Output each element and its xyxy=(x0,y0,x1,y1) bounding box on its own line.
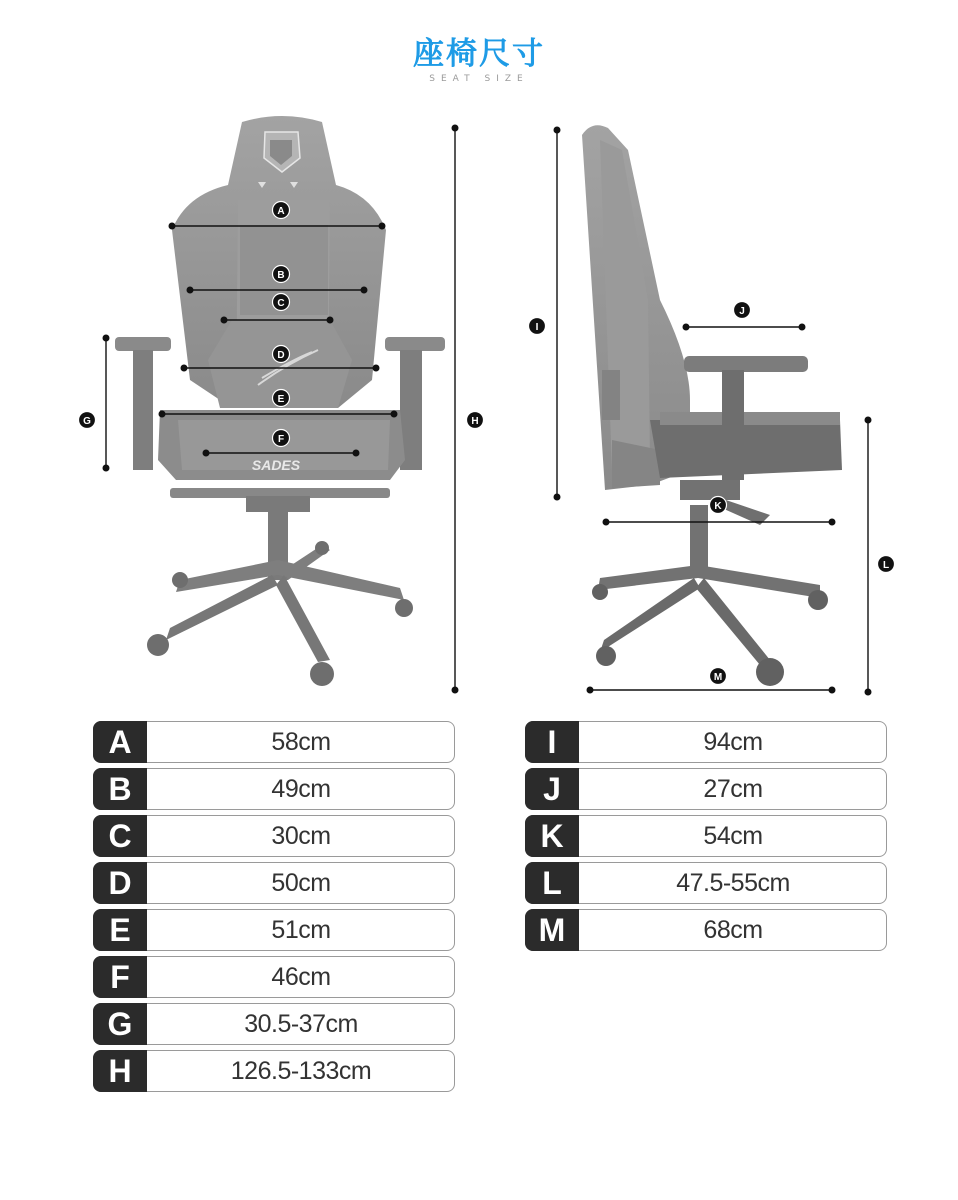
marker-C xyxy=(273,294,290,311)
dimension-value: 68cm xyxy=(703,916,763,944)
marker-L xyxy=(878,556,895,573)
svg-text:J: J xyxy=(739,306,745,317)
dimension-value: 30cm xyxy=(271,822,331,850)
svg-text:I: I xyxy=(535,322,539,333)
dimension-key: E xyxy=(93,909,147,951)
marker-A xyxy=(273,202,290,219)
dimension-value: 27cm xyxy=(703,775,763,803)
dimension-row xyxy=(93,862,455,904)
svg-text:M: M xyxy=(713,672,723,683)
dimension-key: L xyxy=(525,862,579,904)
sades-logo: SADES xyxy=(251,457,301,473)
svg-text:B: B xyxy=(277,270,285,281)
dimension-value: 126.5-133cm xyxy=(230,1057,372,1085)
dimension-key: F xyxy=(93,956,147,998)
dimension-value: 58cm xyxy=(271,728,331,756)
dimension-row xyxy=(93,721,455,763)
dimension-key: G xyxy=(93,1003,147,1045)
marker-I xyxy=(529,318,546,335)
dimension-value: 46cm xyxy=(271,963,331,991)
dimension-key: K xyxy=(525,815,579,857)
dimension-key: I xyxy=(525,721,579,763)
dimension-row xyxy=(93,909,455,951)
dimension-value: 51cm xyxy=(271,916,331,944)
dimension-value: 94cm xyxy=(703,728,763,756)
dimension-row xyxy=(93,1003,455,1045)
dimension-row xyxy=(525,909,887,951)
page-title: 座椅尺寸 xyxy=(413,36,545,72)
dimension-value: 50cm xyxy=(271,869,331,897)
side-chair-image xyxy=(582,125,842,686)
svg-text:C: C xyxy=(277,298,285,309)
marker-K xyxy=(710,497,727,514)
marker-E xyxy=(273,390,290,407)
svg-text:A: A xyxy=(277,206,285,217)
svg-text:G: G xyxy=(83,416,91,427)
dimension-row xyxy=(525,768,887,810)
dimension-row xyxy=(525,815,887,857)
dimension-value: 49cm xyxy=(271,775,331,803)
dimension-key: D xyxy=(93,862,147,904)
dimension-row xyxy=(93,956,455,998)
dimension-row xyxy=(525,862,887,904)
dimension-key: A xyxy=(93,721,147,763)
dimension-row xyxy=(93,815,455,857)
svg-text:F: F xyxy=(277,434,285,445)
marker-D xyxy=(273,346,290,363)
dimension-value: 54cm xyxy=(703,822,763,850)
marker-H xyxy=(467,412,484,429)
dimension-key: C xyxy=(93,815,147,857)
dimension-key: J xyxy=(525,768,579,810)
marker-G xyxy=(79,412,96,429)
dimension-row xyxy=(93,1050,455,1092)
dimension-row xyxy=(525,721,887,763)
svg-text:D: D xyxy=(277,350,285,361)
marker-J xyxy=(734,302,751,319)
dimension-value: 30.5-37cm xyxy=(244,1010,358,1038)
svg-text:H: H xyxy=(471,416,479,427)
marker-M xyxy=(710,668,727,685)
marker-B xyxy=(273,266,290,283)
dimension-key: H xyxy=(93,1050,147,1092)
dimension-key: B xyxy=(93,768,147,810)
svg-text:K: K xyxy=(714,501,722,512)
marker-F xyxy=(273,430,290,447)
dimension-key: M xyxy=(525,909,579,951)
dimension-value: 47.5-55cm xyxy=(676,869,790,897)
dimension-row xyxy=(93,768,455,810)
svg-text:L: L xyxy=(882,560,890,571)
svg-text:E: E xyxy=(277,394,285,405)
page-subtitle: SEAT SIZE xyxy=(429,74,529,84)
